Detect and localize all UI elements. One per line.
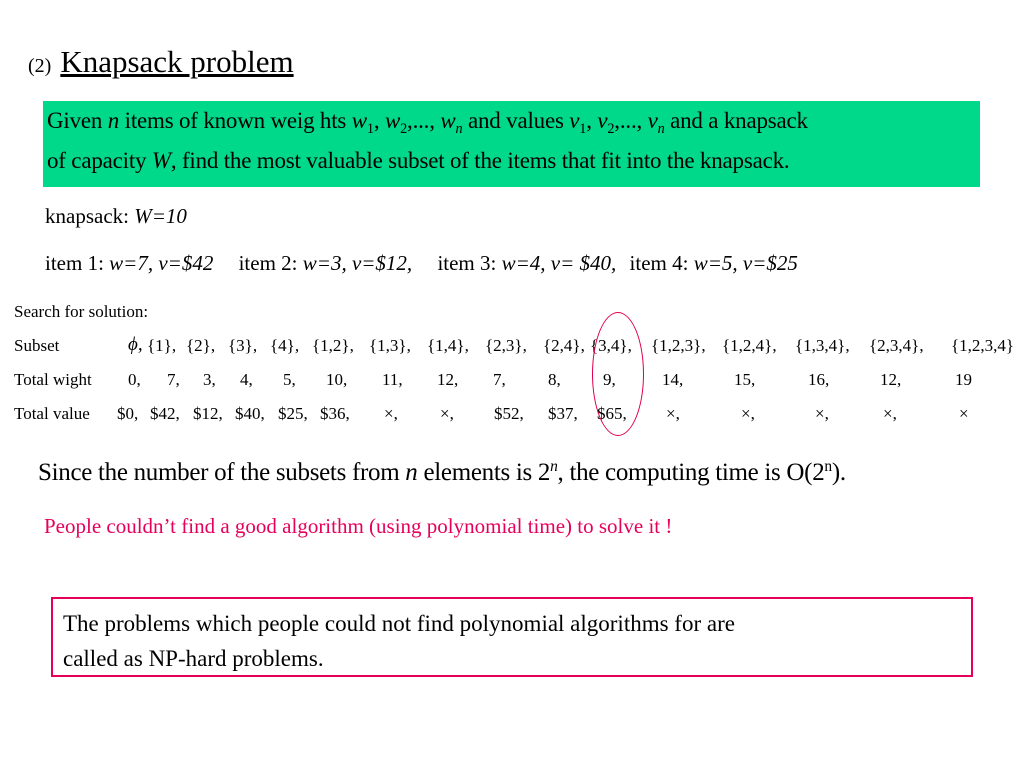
title-text: Knapsack problem bbox=[60, 44, 294, 79]
value-cell: $65, bbox=[597, 404, 627, 423]
def-text: Given bbox=[47, 108, 108, 133]
knapsack-capacity bbox=[45, 204, 187, 229]
value-cell: ×, bbox=[883, 404, 897, 423]
value-cell: $36, bbox=[320, 404, 350, 423]
subscript: 1 bbox=[579, 121, 587, 137]
value-cell: ×, bbox=[815, 404, 829, 423]
capacity-symbol: W bbox=[151, 148, 171, 173]
value-cell: $37, bbox=[548, 404, 578, 423]
weight-cell: 7, bbox=[493, 370, 506, 389]
v-symbol: v bbox=[569, 108, 580, 133]
item-value: w=5, v=$25 bbox=[693, 251, 798, 275]
value-row bbox=[0, 404, 1024, 426]
value-cell: × bbox=[959, 404, 969, 423]
def-n: n bbox=[107, 108, 120, 133]
section-number: (2) bbox=[28, 55, 52, 77]
subscript: 2 bbox=[607, 121, 615, 137]
value-cell: $52, bbox=[494, 404, 524, 423]
weight-cell: 19 bbox=[955, 370, 972, 389]
definition-line-2 bbox=[47, 148, 789, 174]
value-cell: $40, bbox=[235, 404, 265, 423]
weight-cell: 0, bbox=[128, 370, 141, 389]
weight-cell: 16, bbox=[808, 370, 830, 389]
n-symbol: n bbox=[405, 459, 418, 486]
def-text: of capacity bbox=[47, 148, 152, 173]
w-symbol: w bbox=[351, 108, 367, 133]
subset-cell: {2,3,4}, bbox=[869, 336, 924, 355]
subset-cell: {1,2,3}, bbox=[651, 336, 706, 355]
item-label: item 3: bbox=[437, 251, 502, 275]
comma: , bbox=[586, 108, 598, 133]
np-hard-box bbox=[51, 597, 973, 677]
weight-cell: 3, bbox=[203, 370, 216, 389]
subset-row-label: Subset bbox=[14, 336, 60, 355]
subset-cell: {2,4}, bbox=[543, 336, 585, 355]
item-label: item 2: bbox=[238, 251, 303, 275]
subset-cell: {3}, bbox=[228, 336, 258, 355]
ellipsis: ,..., bbox=[407, 108, 435, 133]
subset-cell: ϕ, bbox=[128, 334, 143, 355]
subset-row bbox=[0, 336, 1024, 358]
text: , the computing time is O(2 bbox=[557, 459, 825, 486]
subset-cell: {1}, bbox=[147, 336, 177, 355]
text: Since the number of the subsets from bbox=[38, 459, 406, 486]
def-text: items of known weig hts bbox=[119, 108, 352, 133]
complexity-statement bbox=[38, 458, 846, 487]
subscript: 1 bbox=[366, 121, 374, 137]
subset-cell: {1,2,4}, bbox=[722, 336, 777, 355]
v-symbol: v bbox=[647, 108, 658, 133]
text: ). bbox=[831, 459, 846, 486]
weight-cell: 5, bbox=[283, 370, 296, 389]
w-symbol: w bbox=[440, 108, 456, 133]
weight-row bbox=[0, 370, 1024, 392]
weight-cell: 10, bbox=[326, 370, 348, 389]
definition-line-1 bbox=[47, 108, 808, 138]
subset-cell: {2}, bbox=[186, 336, 216, 355]
weight-cell: 11, bbox=[382, 370, 403, 389]
value-cell: ×, bbox=[440, 404, 454, 423]
item-label: item 1: bbox=[45, 251, 110, 275]
value-cell: $42, bbox=[150, 404, 180, 423]
ellipsis: ,..., bbox=[614, 108, 643, 133]
value-cell: $0, bbox=[117, 404, 139, 423]
def-text: and a knapsack bbox=[664, 108, 808, 133]
value-row-label: Total value bbox=[14, 404, 90, 423]
weight-cell: 8, bbox=[548, 370, 561, 389]
np-line-1: The problems which people could not find polynomial algorithms for are bbox=[63, 611, 735, 636]
value-cell: ×, bbox=[741, 404, 755, 423]
exponent: n bbox=[550, 458, 558, 475]
weight-cell: 15, bbox=[734, 370, 756, 389]
weight-cell: 9, bbox=[603, 370, 616, 389]
w-symbol: w bbox=[384, 108, 401, 133]
comma: , bbox=[373, 108, 385, 133]
v-symbol: v bbox=[597, 108, 608, 133]
weight-cell: 7, bbox=[167, 370, 180, 389]
np-line-2: called as NP-hard problems. bbox=[63, 646, 324, 671]
item-value: w=3, v=$12, bbox=[302, 251, 413, 275]
item-value: w=7, v=$42 bbox=[109, 251, 214, 275]
subscript: n bbox=[657, 121, 665, 137]
weight-row-label: Total wight bbox=[14, 370, 92, 389]
highlight-circle bbox=[592, 312, 644, 436]
subset-cell: {1,2,3,4} bbox=[951, 336, 1015, 355]
subset-cell: {1,2}, bbox=[312, 336, 354, 355]
definition-box bbox=[43, 101, 980, 187]
value-cell: $12, bbox=[193, 404, 223, 423]
weight-cell: 12, bbox=[880, 370, 902, 389]
text: elements is 2 bbox=[417, 459, 551, 486]
item-list bbox=[45, 251, 798, 276]
subscript: n bbox=[455, 121, 463, 137]
subset-cell: {1,4}, bbox=[427, 336, 469, 355]
subset-cell: {1,3}, bbox=[369, 336, 411, 355]
weight-cell: 14, bbox=[662, 370, 684, 389]
search-heading: Search for solution: bbox=[14, 302, 149, 321]
subset-cell: {4}, bbox=[270, 336, 300, 355]
value-cell: ×, bbox=[666, 404, 680, 423]
item-value: w=4, v= $40, bbox=[501, 251, 617, 275]
subset-cell: {3,4}, bbox=[590, 336, 632, 355]
exponent: n bbox=[824, 458, 832, 475]
value-cell: ×, bbox=[384, 404, 398, 423]
item-label: item 4: bbox=[629, 251, 694, 275]
value-cell: $25, bbox=[278, 404, 308, 423]
weight-cell: 4, bbox=[240, 370, 253, 389]
slide-title bbox=[28, 44, 294, 80]
capacity-label: knapsack: bbox=[45, 204, 135, 228]
note-text: People couldn’t find a good algorithm (using polynomial time) to solve it ! bbox=[44, 514, 673, 538]
subset-cell: {1,3,4}, bbox=[795, 336, 850, 355]
subset-cell: {2,3}, bbox=[485, 336, 527, 355]
subscript: 2 bbox=[400, 121, 408, 137]
def-text: and values bbox=[462, 108, 570, 133]
weight-cell: 12, bbox=[437, 370, 459, 389]
def-text: , find the most valuable subset of the items that fit into the knapsack. bbox=[170, 148, 790, 173]
capacity-value: W=10 bbox=[134, 204, 187, 228]
